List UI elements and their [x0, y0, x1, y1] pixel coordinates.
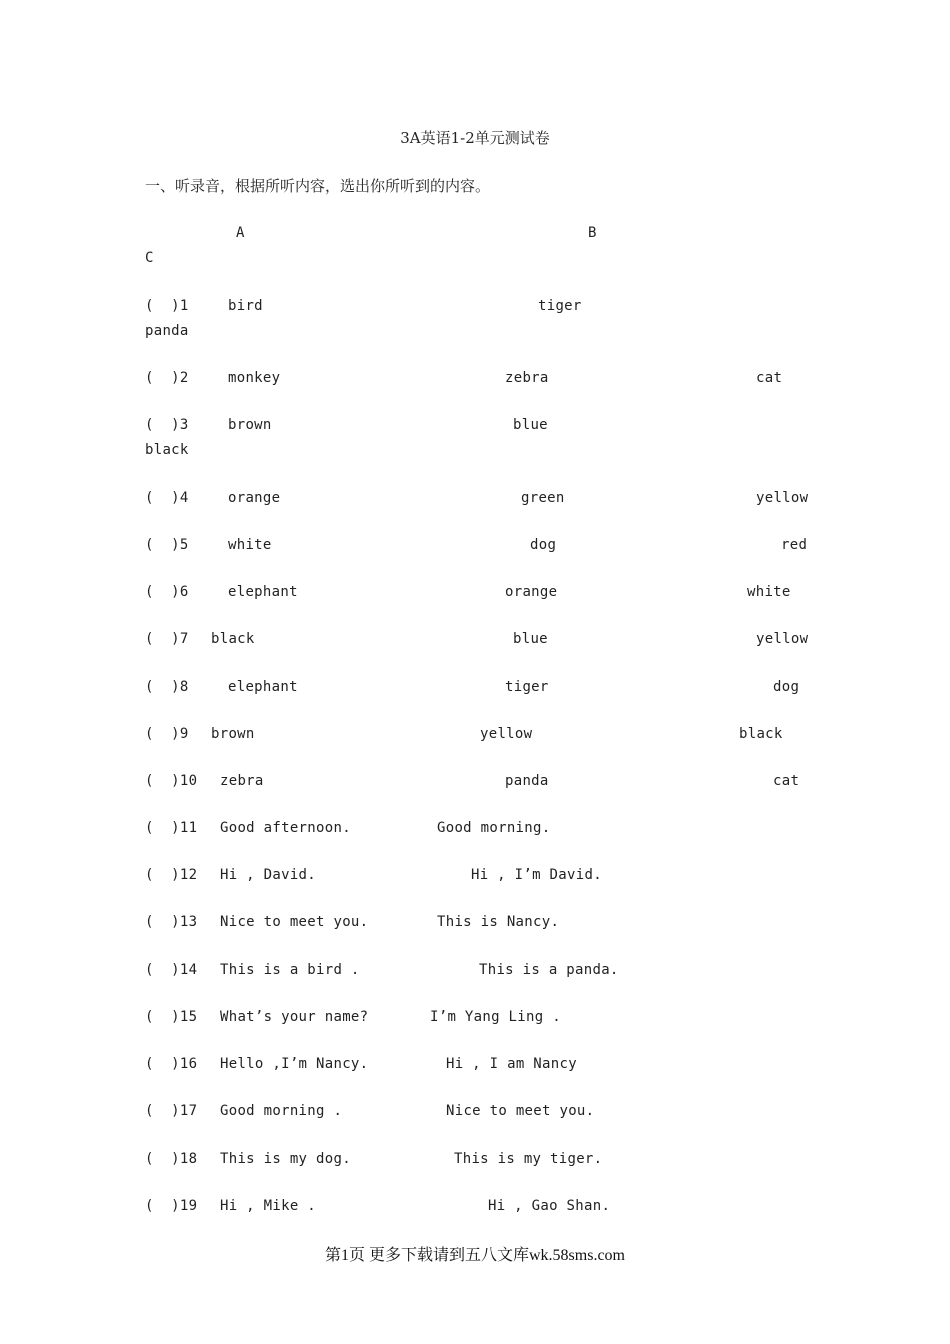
option-a: brown: [211, 726, 255, 742]
option-b: blue: [513, 417, 548, 433]
column-header-a: A: [236, 225, 245, 241]
option-b: blue: [513, 631, 548, 647]
question-number: ( )3: [145, 417, 189, 433]
option-b: zebra: [505, 370, 549, 386]
question-number: ( )13: [145, 914, 198, 930]
option-a: Good afternoon.: [220, 820, 351, 836]
question-number: ( )1: [145, 298, 189, 314]
option-a: Hi , David.: [220, 867, 317, 883]
option-b: tiger: [505, 679, 549, 695]
option-a: monkey: [228, 370, 281, 386]
option-a: Good morning .: [220, 1103, 343, 1119]
option-c: yellow: [756, 490, 809, 506]
question-number: ( )15: [145, 1009, 198, 1025]
option-b: tiger: [538, 298, 582, 314]
option-a: What’s your name?: [220, 1009, 369, 1025]
option-a: This is a bird .: [220, 962, 360, 978]
question-number: ( )12: [145, 867, 198, 883]
section-instruction: 一、听录音，根据所听内容，选出你所听到的内容。: [145, 177, 491, 195]
question-number: ( )6: [145, 584, 189, 600]
page-footer: 第1页 更多下载请到五八文库wk.58sms.com: [324, 1247, 625, 1264]
question-number: ( )16: [145, 1056, 198, 1072]
option-a: Nice to meet you.: [220, 914, 369, 930]
option-b: Hi , I am Nancy: [446, 1056, 577, 1072]
option-c: yellow: [756, 631, 809, 647]
option-b: orange: [505, 584, 558, 600]
option-b: Hi , I’m David.: [471, 867, 602, 883]
option-b: Nice to meet you.: [446, 1103, 595, 1119]
option-a: black: [211, 631, 255, 647]
option-a: zebra: [220, 773, 264, 789]
page-title: 3A英语1-2单元测试卷: [400, 129, 550, 147]
option-a: Hello ,I’m Nancy.: [220, 1056, 369, 1072]
question-number: ( )9: [145, 726, 189, 742]
option-b: yellow: [480, 726, 533, 742]
question-number: ( )14: [145, 962, 198, 978]
question-number: ( )2: [145, 370, 189, 386]
column-header-c: C: [145, 250, 154, 266]
option-b: dog: [530, 537, 557, 553]
option-c: dog: [773, 679, 800, 695]
option-b: This is Nancy.: [437, 914, 560, 930]
option-a: This is my dog.: [220, 1151, 351, 1167]
option-c: cat: [773, 773, 800, 789]
option-c: red: [781, 537, 808, 553]
option-b: Hi , Gao Shan.: [488, 1198, 611, 1214]
question-number: ( )18: [145, 1151, 198, 1167]
question-number: ( )17: [145, 1103, 198, 1119]
question-number: ( )4: [145, 490, 189, 506]
option-b: I’m Yang Ling .: [430, 1009, 561, 1025]
option-c: cat: [756, 370, 783, 386]
option-c: black: [739, 726, 783, 742]
option-a: orange: [228, 490, 281, 506]
question-number: ( )8: [145, 679, 189, 695]
column-header-b: B: [588, 225, 597, 241]
option-b: This is my tiger.: [454, 1151, 603, 1167]
question-number: ( )10: [145, 773, 198, 789]
option-a: elephant: [228, 679, 298, 695]
option-b: green: [521, 490, 565, 506]
option-b: Good morning.: [437, 820, 551, 836]
question-number: ( )19: [145, 1198, 198, 1214]
question-number: ( )7: [145, 631, 189, 647]
question-number: ( )11: [145, 820, 198, 836]
option-b: This is a panda.: [479, 962, 619, 978]
option-a: elephant: [228, 584, 298, 600]
option-c: white: [747, 584, 791, 600]
question-number: ( )5: [145, 537, 189, 553]
option-c: panda: [145, 323, 189, 339]
option-b: panda: [505, 773, 549, 789]
option-a: bird: [228, 298, 263, 314]
option-c: black: [145, 442, 189, 458]
option-a: Hi , Mike .: [220, 1198, 317, 1214]
option-a: brown: [228, 417, 272, 433]
option-a: white: [228, 537, 272, 553]
